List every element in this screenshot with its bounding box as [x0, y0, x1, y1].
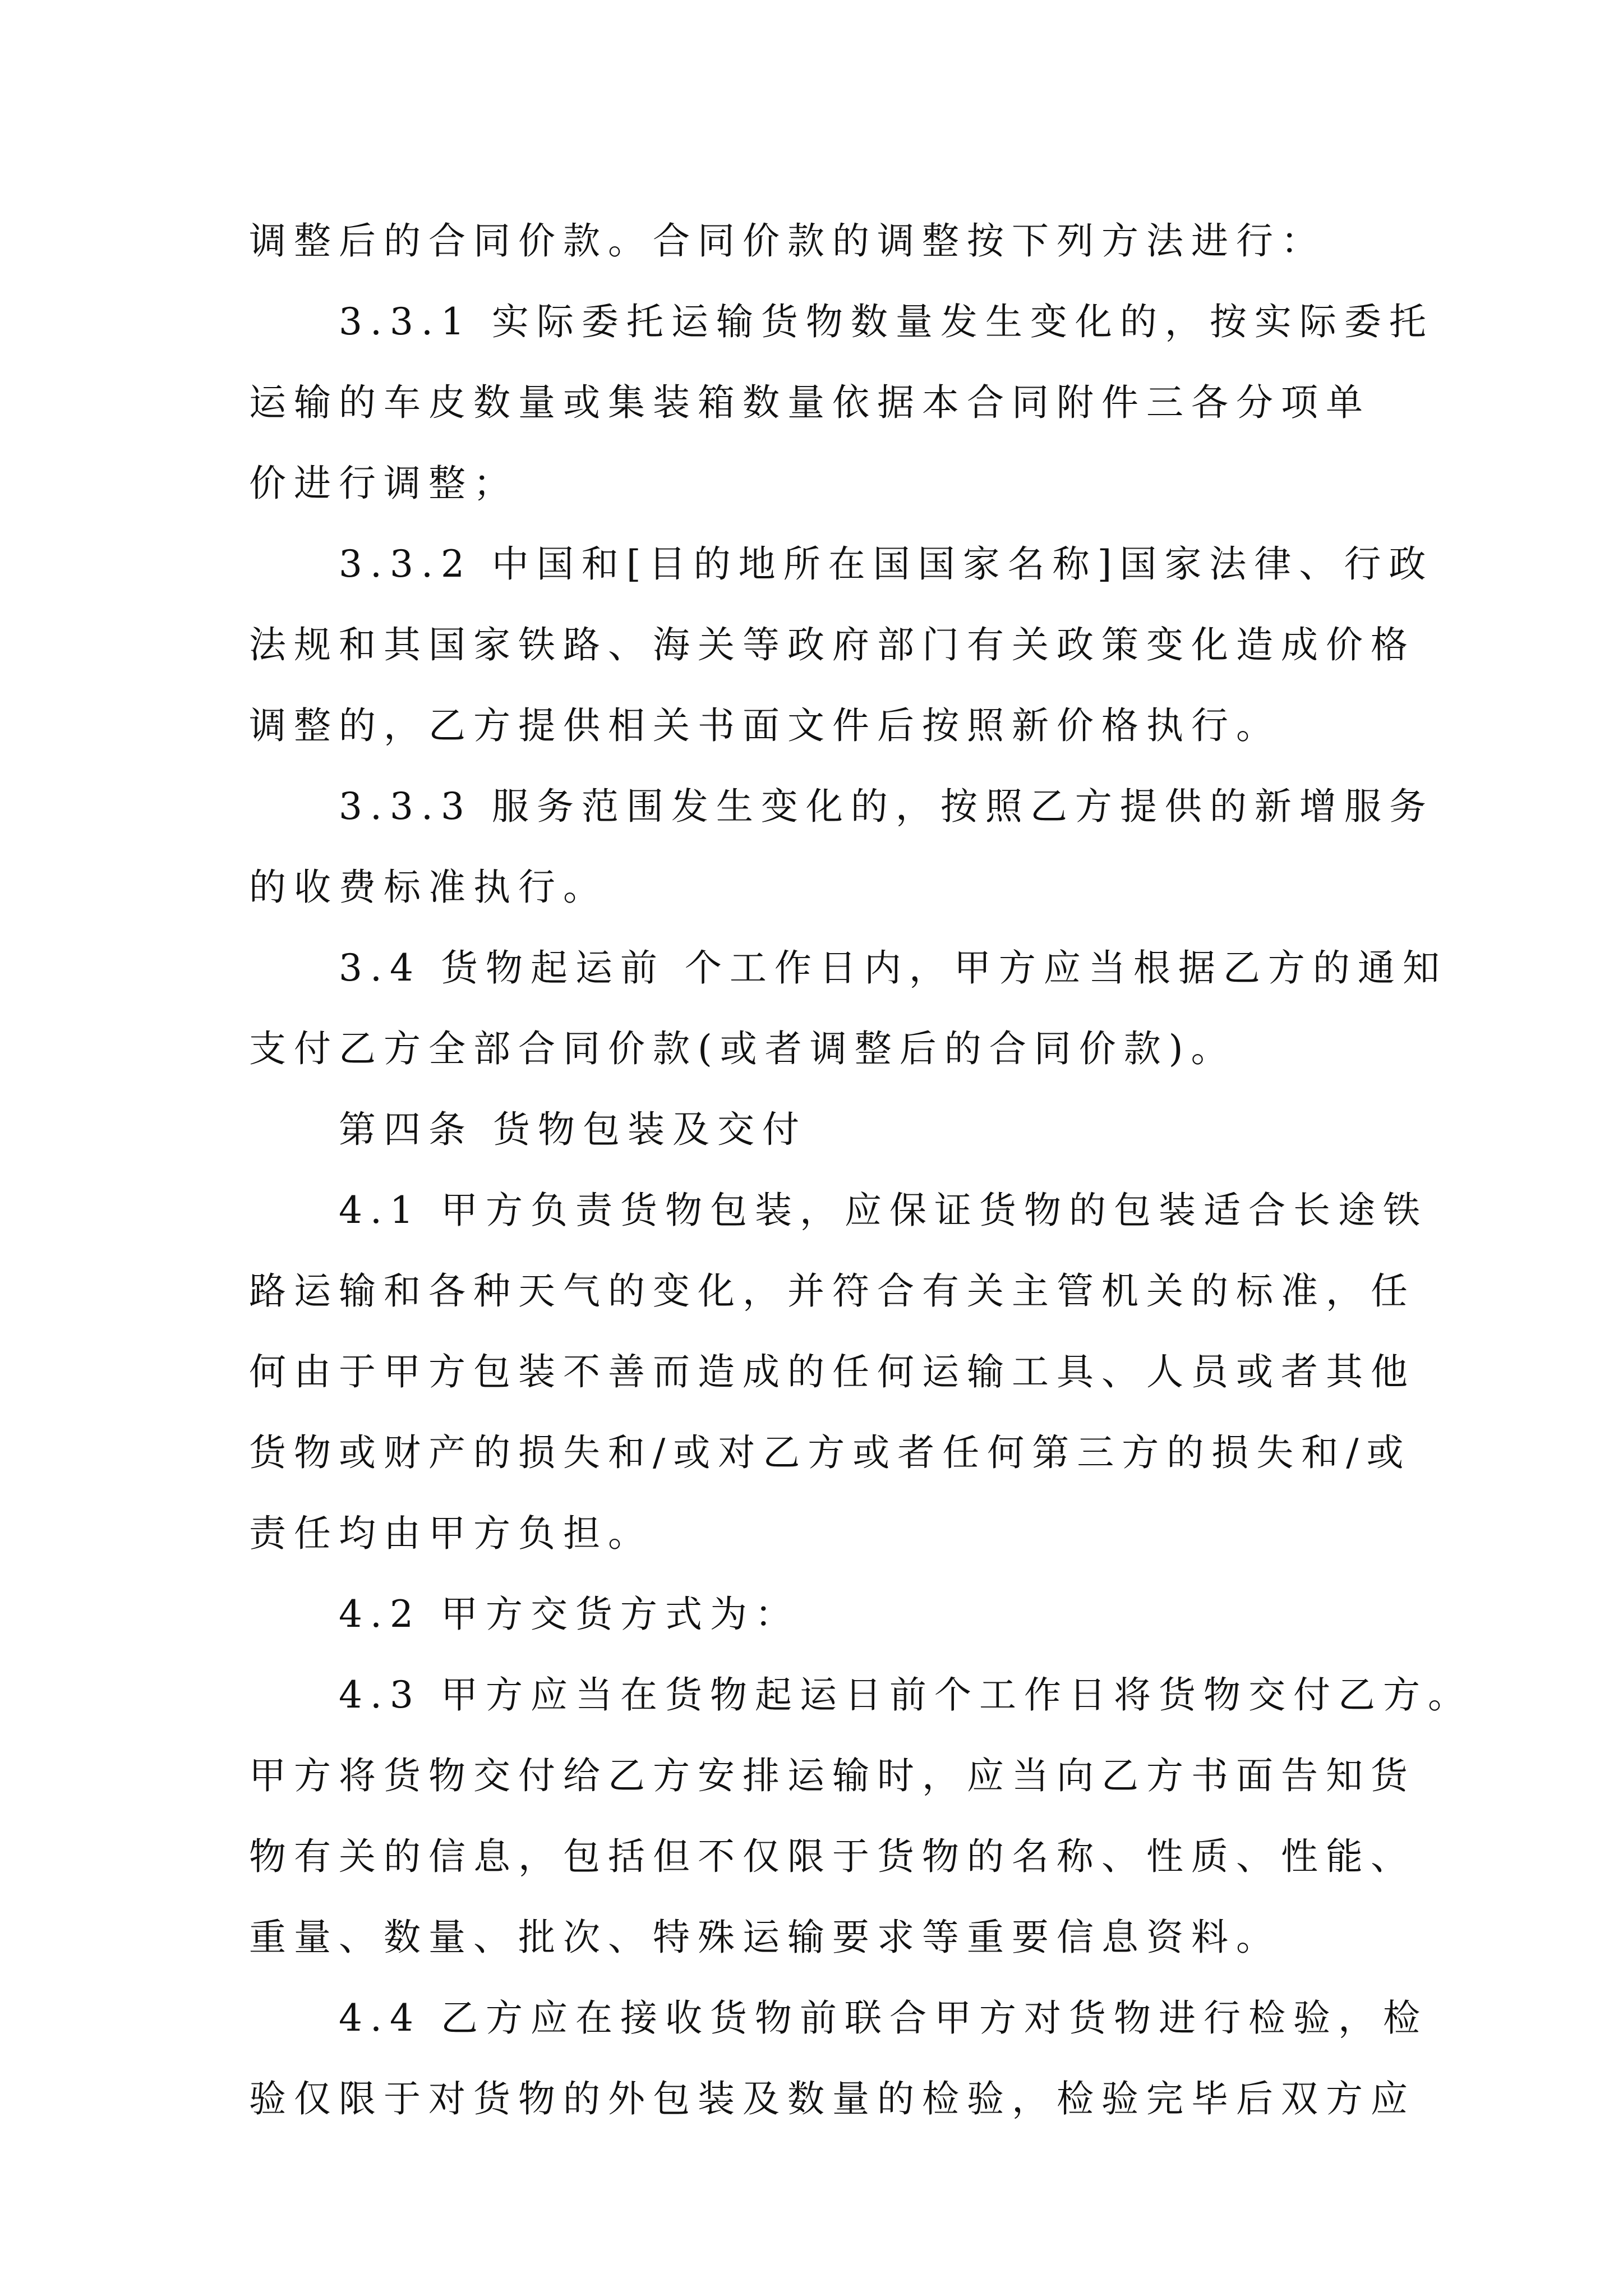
- text-line: 3.3.3 服务范围发生变化的，按照乙方提供的新增服务: [339, 785, 1434, 828]
- text-line: 甲方将货物交付给乙方安排运输时，应当向乙方书面告知货: [249, 1754, 1415, 1797]
- text-line: 路运输和各种天气的变化，并符合有关主管机关的标准，任: [249, 1269, 1415, 1313]
- text-line: 运输的车皮数量或集装箱数量依据本合同附件三各分项单: [249, 381, 1371, 424]
- text-line: 何由于甲方包装不善而造成的任何运输工具、人员或者其他: [249, 1350, 1415, 1393]
- text-line: 3.3.1 实际委托运输货物数量发生变化的，按实际委托: [339, 300, 1434, 343]
- text-line: 4.4 乙方应在接收货物前联合甲方对货物进行检验，检: [339, 1996, 1428, 2040]
- text-line: 验仅限于对货物的外包装及数量的检验，检验完毕后双方应: [249, 2077, 1415, 2120]
- text-line: 调整的，乙方提供相关书面文件后按照新价格执行。: [249, 704, 1281, 747]
- text-line: 的收费标准执行。: [249, 866, 608, 909]
- text-line: 3.4 货物起运前 个工作日内，甲方应当根据乙方的通知: [339, 946, 1447, 990]
- text-line: 物有关的信息，包括但不仅限于货物的名称、性质、性能、: [249, 1835, 1415, 1878]
- contract-body-text: [249, 201, 1473, 2139]
- section-heading: 第四条 货物包装及交付: [339, 1108, 807, 1151]
- text-line: 法规和其国家铁路、海关等政府部门有关政策变化造成价格: [249, 623, 1415, 666]
- text-line: 价进行调整；: [249, 462, 518, 505]
- text-line: 4.2 甲方交货方式为：: [339, 1593, 800, 1636]
- text-line: 4.3 甲方应当在货物起运日前个工作日将货物交付乙方。: [339, 1673, 1473, 1717]
- text-line: 4.1 甲方负责货物包装，应保证货物的包装适合长途铁: [339, 1189, 1428, 1232]
- text-line: 重量、数量、批次、特殊运输要求等重要信息资料。: [249, 1916, 1281, 1959]
- text-line: 3.3.2 中国和[目的地所在国国家名称]国家法律、行政: [339, 542, 1434, 586]
- text-line: 责任均由甲方负担。: [249, 1512, 653, 1555]
- text-line: 调整后的合同价款。合同价款的调整按下列方法进行：: [249, 219, 1326, 263]
- text-line: 支付乙方全部合同价款(或者调整后的合同价款)。: [249, 1027, 1236, 1070]
- text-line: 货物或财产的损失和/或对乙方或者任何第三方的损失和/或: [249, 1431, 1412, 1474]
